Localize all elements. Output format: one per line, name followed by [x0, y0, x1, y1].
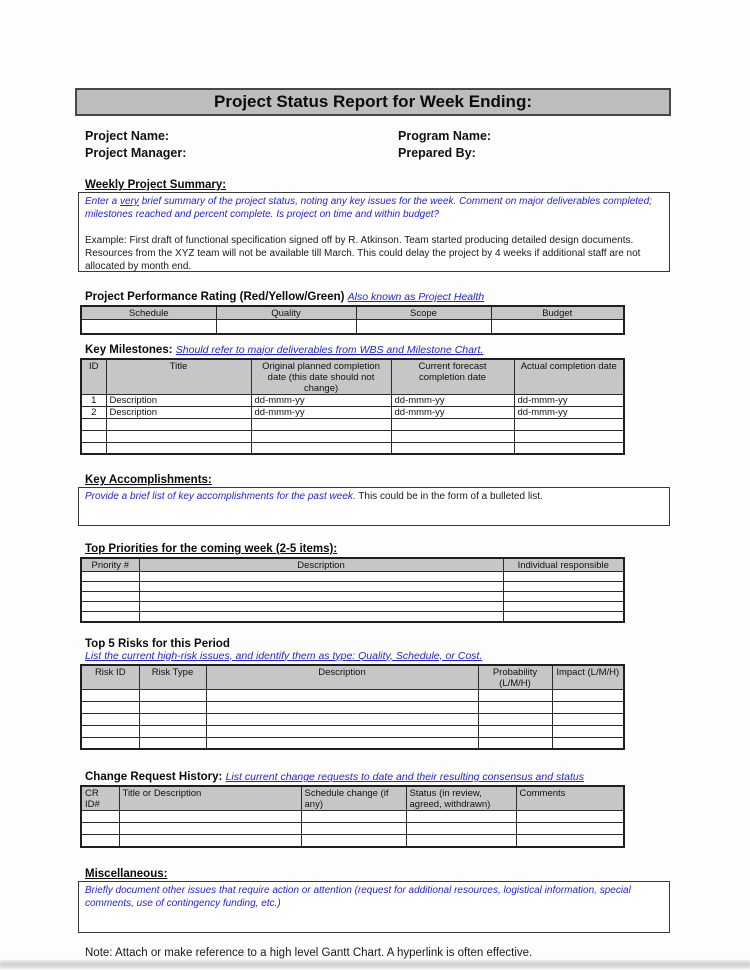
change-requests-header-row	[81, 786, 624, 811]
empty-cell[interactable]	[478, 713, 552, 725]
column-header-schedule-change: Schedule change (if any)	[301, 786, 406, 811]
empty-cell[interactable]	[106, 418, 251, 430]
column-header-id: ID	[81, 359, 106, 395]
empty-cell[interactable]	[81, 713, 139, 725]
empty-cell[interactable]	[503, 572, 624, 582]
risk-empty-row	[81, 689, 624, 701]
budget-rating-cell[interactable]	[491, 320, 624, 334]
column-header-cr-id: CR ID#	[81, 786, 119, 811]
report-title: Project Status Report for Week Ending:	[213, 92, 532, 111]
instruction-post: brief summary of the project status, noting any key issues for the week. Comment on major deliverables completed; milestones reached and percent complete. Is project on time and within budget?	[85, 196, 652, 220]
empty-cell[interactable]	[503, 592, 624, 602]
empty-cell[interactable]	[139, 713, 206, 725]
milestones-heading	[85, 344, 671, 356]
empty-cell[interactable]	[81, 835, 119, 847]
empty-cell[interactable]	[406, 811, 516, 823]
miscellaneous-box[interactable]	[78, 881, 670, 933]
priorities-header-row	[81, 558, 624, 572]
milestones-heading-text: Key Milestones:	[85, 343, 173, 356]
column-header-schedule: Schedule	[81, 306, 216, 320]
milestone-forecast-date[interactable]: dd-mmm-yy	[391, 406, 514, 418]
empty-cell[interactable]	[139, 612, 503, 622]
milestone-row	[81, 406, 624, 418]
empty-cell[interactable]	[206, 737, 478, 749]
risk-empty-row	[81, 725, 624, 737]
milestone-title[interactable]: Description	[106, 406, 251, 418]
priorities-heading: Top Priorities for the coming week (2-5 items):	[85, 543, 338, 555]
milestone-empty-row	[81, 430, 624, 442]
gantt-note: Note: Attach or make reference to a high level Gantt Chart. A hyperlink is often effective.	[85, 946, 533, 959]
change-request-empty-row	[81, 811, 624, 823]
risk-empty-row	[81, 737, 624, 749]
empty-cell[interactable]	[391, 418, 514, 430]
priority-empty-row	[81, 592, 624, 602]
empty-cell[interactable]	[81, 418, 106, 430]
change-requests-heading-text: Change Request History:	[85, 771, 223, 783]
priority-empty-row	[81, 582, 624, 592]
empty-cell[interactable]	[81, 442, 106, 454]
empty-cell[interactable]	[139, 592, 503, 602]
performance-table	[80, 305, 625, 335]
empty-cell[interactable]	[139, 602, 503, 612]
empty-cell[interactable]	[81, 689, 139, 701]
risks-header-row	[81, 665, 624, 690]
column-header-impact: Impact (L/M/H)	[552, 665, 624, 690]
report-title-bar	[75, 88, 671, 116]
milestones-table	[80, 358, 625, 456]
performance-header-row	[81, 306, 624, 320]
schedule-rating-cell[interactable]	[81, 320, 216, 334]
column-header-quality: Quality	[216, 306, 356, 320]
column-header-description: Description	[139, 558, 503, 572]
milestone-original-date[interactable]: dd-mmm-yy	[251, 394, 391, 406]
change-request-empty-row	[81, 823, 624, 835]
empty-cell[interactable]	[81, 811, 119, 823]
empty-cell[interactable]	[81, 737, 139, 749]
column-header-title-description: Title or Description	[119, 786, 301, 811]
empty-cell[interactable]	[206, 713, 478, 725]
prepared-by-label: Prepared By:	[398, 146, 476, 160]
milestone-row	[81, 394, 624, 406]
priority-empty-row	[81, 572, 624, 582]
change-requests-subtitle: List current change requests to date and their resulting consensus and status	[225, 771, 584, 783]
column-header-status: Status (in review, agreed, withdrawn)	[406, 786, 516, 811]
empty-cell[interactable]	[514, 418, 624, 430]
empty-cell[interactable]	[552, 713, 624, 725]
column-header-individual: Individual responsible	[503, 558, 624, 572]
empty-cell[interactable]	[478, 689, 552, 701]
empty-cell[interactable]	[301, 835, 406, 847]
accomplishments-instruction-black: This could be in the form of a bulleted list.	[355, 491, 543, 502]
risks-subtitle: List the current high-risk issues, and identify them as type: Quality, Schedule, or Cost.	[85, 649, 483, 662]
empty-cell[interactable]	[552, 689, 624, 701]
empty-cell[interactable]	[516, 835, 624, 847]
column-header-budget: Budget	[491, 306, 624, 320]
column-header-title: Title	[106, 359, 251, 395]
project-manager-label: Project Manager:	[85, 146, 187, 160]
empty-cell[interactable]	[139, 725, 206, 737]
instruction-pre: Enter a	[85, 196, 121, 207]
empty-cell[interactable]	[119, 835, 301, 847]
empty-cell[interactable]	[552, 701, 624, 713]
empty-cell[interactable]	[391, 430, 514, 442]
empty-cell[interactable]	[106, 442, 251, 454]
risks-table	[80, 664, 625, 751]
empty-cell[interactable]	[81, 572, 139, 582]
column-header-risk-type: Risk Type	[139, 665, 206, 690]
empty-cell[interactable]	[406, 823, 516, 835]
scope-rating-cell[interactable]	[356, 320, 491, 334]
accomplishments-box[interactable]	[78, 487, 670, 526]
milestone-original-date[interactable]: dd-mmm-yy	[251, 406, 391, 418]
column-header-priority: Priority #	[81, 558, 139, 572]
milestone-empty-row	[81, 418, 624, 430]
empty-cell[interactable]	[503, 582, 624, 592]
accomplishments-instruction	[85, 490, 663, 503]
change-requests-heading	[85, 771, 671, 783]
empty-cell[interactable]	[139, 572, 503, 582]
report-page	[75, 0, 671, 959]
empty-cell[interactable]	[552, 725, 624, 737]
empty-cell[interactable]	[406, 835, 516, 847]
milestone-actual-date[interactable]: dd-mmm-yy	[514, 406, 624, 418]
empty-cell[interactable]	[478, 725, 552, 737]
empty-cell[interactable]	[81, 582, 139, 592]
header-fields-left	[85, 128, 186, 162]
quality-rating-cell[interactable]	[216, 320, 356, 334]
empty-cell[interactable]	[206, 689, 478, 701]
weekly-summary-instruction	[85, 195, 663, 221]
column-header-description: Description	[206, 665, 478, 690]
column-header-probability: Probability (L/M/H)	[478, 665, 552, 690]
performance-heading	[85, 291, 671, 303]
empty-cell[interactable]	[391, 442, 514, 454]
empty-cell[interactable]	[81, 823, 119, 835]
empty-cell[interactable]	[81, 612, 139, 622]
accomplishments-instruction-blue: Provide a brief list of key accomplishments for the past week.	[85, 491, 356, 502]
instruction-underlined-word: very	[120, 196, 139, 207]
milestone-id[interactable]: 1	[81, 394, 106, 406]
column-header-risk-id: Risk ID	[81, 665, 139, 690]
header-fields-right	[398, 128, 491, 162]
empty-cell[interactable]	[514, 442, 624, 454]
empty-cell[interactable]	[516, 823, 624, 835]
empty-cell[interactable]	[251, 430, 391, 442]
empty-cell[interactable]	[81, 725, 139, 737]
risks-heading: Top 5 Risks for this Period	[85, 637, 230, 650]
risk-empty-row	[81, 701, 624, 713]
priority-empty-row	[81, 602, 624, 612]
column-header-scope: Scope	[356, 306, 491, 320]
empty-cell[interactable]	[81, 592, 139, 602]
milestone-actual-date[interactable]: dd-mmm-yy	[514, 394, 624, 406]
performance-subtitle: Also known as Project Health	[347, 291, 485, 303]
empty-cell[interactable]	[81, 430, 106, 442]
performance-empty-row	[81, 320, 624, 334]
empty-cell[interactable]	[139, 689, 206, 701]
project-name-label: Project Name:	[85, 129, 170, 143]
empty-cell[interactable]	[301, 823, 406, 835]
column-header-original-date: Original planned completion date (this date should not change)	[251, 359, 391, 395]
empty-cell[interactable]	[251, 442, 391, 454]
empty-cell[interactable]	[514, 430, 624, 442]
empty-cell[interactable]	[301, 811, 406, 823]
empty-cell[interactable]	[139, 701, 206, 713]
accomplishments-heading: Key Accomplishments:	[85, 474, 212, 486]
empty-cell[interactable]	[206, 701, 478, 713]
milestone-empty-row	[81, 442, 624, 454]
empty-cell[interactable]	[478, 701, 552, 713]
empty-cell[interactable]	[106, 430, 251, 442]
column-header-actual-date: Actual completion date	[514, 359, 624, 395]
empty-cell[interactable]	[552, 737, 624, 749]
program-name-label: Program Name:	[398, 129, 492, 143]
empty-cell[interactable]	[478, 737, 552, 749]
empty-cell[interactable]	[503, 602, 624, 612]
empty-cell[interactable]	[139, 582, 503, 592]
weekly-summary-example: Example: First draft of functional specification signed off by R. Atkinson. Team started producing detailed design documents. Resources from the XYZ team will not be available till March. This could delay the project by 4 weeks if additional staff are not allocated by month end.	[85, 235, 641, 272]
performance-heading-text: Project Performance Rating (Red/Yellow/Green)	[85, 291, 345, 303]
milestone-forecast-date[interactable]: dd-mmm-yy	[391, 394, 514, 406]
milestones-header-row	[81, 359, 624, 395]
empty-cell[interactable]	[119, 811, 301, 823]
change-request-empty-row	[81, 835, 624, 847]
weekly-summary-box[interactable]	[78, 192, 670, 272]
milestones-subtitle: Should refer to major deliverables from WBS and Milestone Chart.	[175, 343, 484, 356]
empty-cell[interactable]	[503, 612, 624, 622]
weekly-summary-heading: Weekly Project Summary:	[85, 179, 227, 191]
empty-cell[interactable]	[516, 811, 624, 823]
change-requests-table	[80, 785, 625, 848]
miscellaneous-heading: Miscellaneous:	[85, 867, 168, 880]
priority-empty-row	[81, 612, 624, 622]
column-header-comments: Comments	[516, 786, 624, 811]
column-header-forecast-date: Current forecast completion date	[391, 359, 514, 395]
header-fields	[75, 128, 671, 164]
scan-edge-artifact	[0, 960, 750, 969]
priorities-table	[80, 557, 625, 623]
empty-cell[interactable]	[81, 602, 139, 612]
milestone-title[interactable]: Description	[106, 394, 251, 406]
empty-cell[interactable]	[251, 418, 391, 430]
empty-cell[interactable]	[119, 823, 301, 835]
miscellaneous-instruction: Briefly document other issues that require action or attention (request for additional resources, logistical information, special comments, use of contingency funding, etc.)	[85, 884, 631, 909]
milestone-id[interactable]: 2	[81, 406, 106, 418]
empty-cell[interactable]	[206, 725, 478, 737]
empty-cell[interactable]	[139, 737, 206, 749]
risk-empty-row	[81, 713, 624, 725]
empty-cell[interactable]	[81, 701, 139, 713]
